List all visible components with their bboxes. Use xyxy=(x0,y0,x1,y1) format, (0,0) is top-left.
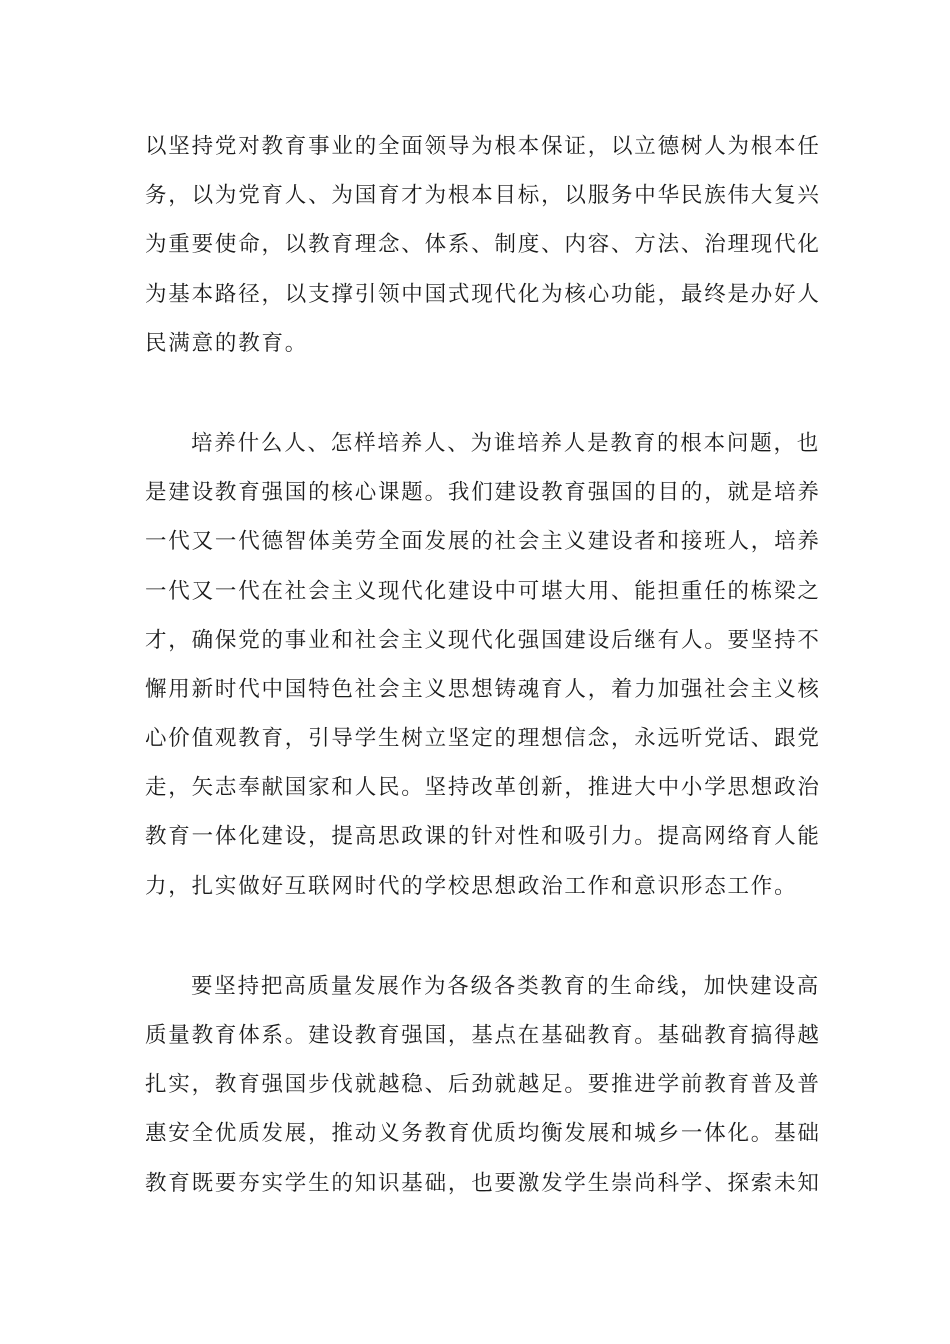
paragraph-spacer xyxy=(145,368,805,419)
paragraph-line: 走，矢志奉献国家和人民。坚持改革创新，推进大中小学思想政治 xyxy=(145,775,821,801)
paragraph-3 xyxy=(145,962,821,1208)
paragraph-line: 才，确保党的事业和社会主义现代化强国建设后继有人。要坚持不 xyxy=(145,627,821,653)
paragraph-line: 以坚持党对教育事业的全面领导为根本保证，以立德树人为根本任 xyxy=(145,134,821,159)
paragraph-line: 民满意的教育。 xyxy=(145,330,309,356)
paragraph-1 xyxy=(145,122,821,368)
paragraph-line: 为重要使命，以教育理念、体系、制度、内容、方法、治理现代化 xyxy=(145,232,821,258)
paragraph-line: 力，扎实做好互联网时代的学校思想政治工作和意识形态工作。 xyxy=(145,873,798,899)
paragraph-first-line: 要坚持把高质量发展作为各级各类教育的生命线，加快建设高 xyxy=(191,973,821,999)
paragraph-line: 懈用新时代中国特色社会主义思想铸魂育人，着力加强社会主义核 xyxy=(145,676,821,702)
paragraph-line: 务，以为党育人、为国育才为根本目标，以服务中华民族伟大复兴 xyxy=(145,183,821,209)
paragraph-line: 教育一体化建设，提高思政课的针对性和吸引力。提高网络育人能 xyxy=(145,824,821,850)
paragraph-line: 扎实，教育强国步伐就越稳、后劲就越足。要推进学前教育普及普 xyxy=(145,1072,821,1098)
paragraph-line: 为基本路径，以支撑引领中国式现代化为核心功能，最终是办好人 xyxy=(145,281,821,307)
paragraph-2 xyxy=(145,419,821,911)
paragraph-line: 质量教育体系。建设教育强国，基点在基础教育。基础教育搞得越 xyxy=(145,1023,821,1048)
paragraph-line: 是建设教育强国的核心课题。我们建设教育强国的目的，就是培养 xyxy=(145,480,821,506)
paragraph-line: 一代又一代在社会主义现代化建设中可堪大用、能担重任的栋梁之 xyxy=(145,578,821,604)
paragraph-line: 一代又一代德智体美劳全面发展的社会主义建设者和接班人，培养 xyxy=(145,529,821,555)
paragraph-line: 心价值观教育，引导学生树立坚定的理想信念，永远听党话、跟党 xyxy=(145,726,821,752)
paragraph-line: 教育既要夯实学生的知识基础，也要激发学生崇尚科学、探索未知 xyxy=(145,1170,821,1196)
document-page xyxy=(145,122,821,1208)
paragraph-spacer xyxy=(145,911,805,962)
paragraph-line: 惠安全优质发展，推动义务教育优质均衡发展和城乡一体化。基础 xyxy=(145,1121,821,1147)
paragraph-first-line: 培养什么人、怎样培养人、为谁培养人是教育的根本问题，也 xyxy=(191,430,821,456)
